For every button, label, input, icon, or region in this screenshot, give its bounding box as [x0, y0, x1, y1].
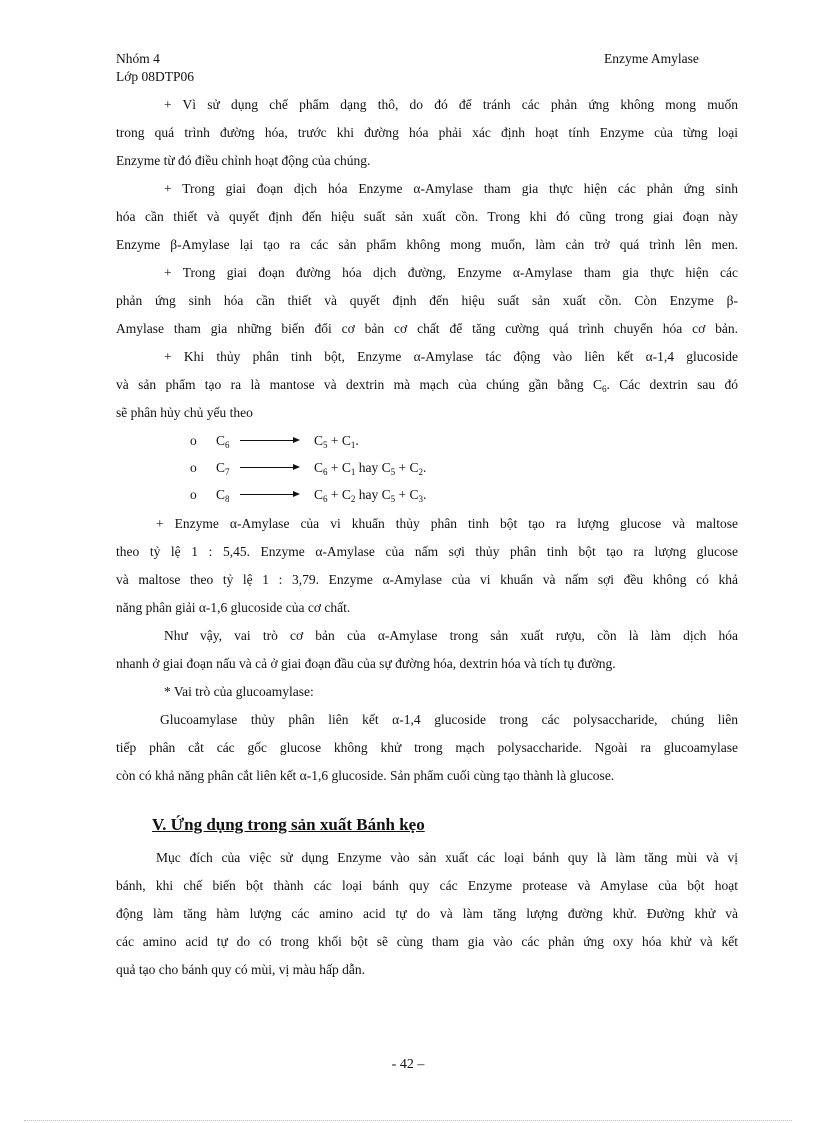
paragraph-line: và maltose theo tỷ lệ 1 : 3,79. Enzyme α-Amylase của vi khuẩn và nấm sợi đều không có khả — [116, 572, 738, 587]
equation-lhs: $C_7$ — [216, 460, 230, 477]
equation-rhs: $C_6 + C_2$ hay $C_5 + C_3$. — [314, 487, 427, 504]
paragraph-line: + Enzyme α-Amylase của vi khuẩn thủy phân tinh bột tạo ra lượng glucose và maltose — [156, 516, 738, 531]
equation-row — [116, 454, 738, 481]
equation-lhs: $C_8$ — [216, 487, 230, 504]
body-text-section-v — [116, 844, 738, 984]
paragraph-line: các amino acid tự do có trong khối bột sẽ cùng tham gia vào các phản ứng oxy hóa khử và kết — [116, 934, 738, 949]
paragraph-line: phản ứng sinh hóa cần thiết và quyết định đến hiệu suất sản xuất cồn. Còn Enzyme β- — [116, 293, 738, 308]
page-number: - 42 – — [391, 1057, 425, 1072]
bullet-icon: o — [190, 433, 197, 448]
arrow-icon — [240, 494, 298, 495]
header-group: Nhóm 4 — [116, 51, 160, 66]
equation-lhs: $C_6$ — [216, 433, 230, 450]
paragraph-line: Glucoamylase thủy phân liên kết α-1,4 glucoside trong các polysaccharide, chúng liên — [160, 712, 738, 727]
paragraph-line: năng phân giải α-1,6 glucoside của cơ chất. — [116, 600, 351, 615]
paragraph-line: + Khi thủy phân tinh bột, Enzyme α-Amylase tác động vào liên kết α-1,4 glucoside — [164, 349, 738, 364]
paragraph-line: * Vai trò của glucoamylase: — [164, 684, 314, 699]
equation-rhs: $C_6 + C_1$ hay $C_5 + C_2$. — [314, 460, 427, 477]
header-subject: Enzyme Amylase — [604, 51, 699, 66]
arrow-icon — [240, 440, 298, 441]
paragraph-line: + Vì sử dụng chế phẩm dạng thô, do đó để tránh các phản ứng không mong muốn — [164, 97, 738, 112]
paragraph-line: theo tỷ lệ 1 : 5,45. Enzyme α-Amylase của nấm sợi thủy phân tinh bột tạo ra lượng glucose — [116, 544, 738, 559]
paragraph-line: Mục đích của việc sử dụng Enzyme vào sản xuất các loại bánh quy là làm tăng mùi và vị — [156, 850, 738, 865]
arrow-icon — [240, 467, 298, 468]
paragraph-line: còn có khả năng phân cắt liên kết α-1,6 glucoside. Sản phẩm cuối cùng tạo thành là glucose. — [116, 768, 615, 783]
equation-row — [116, 481, 738, 508]
paragraph-line: Enzyme từ đó điều chỉnh hoạt động của chúng. — [116, 153, 371, 168]
paragraph-line: nhanh ở giai đoạn nấu và cả ở giai đoạn đầu của sự đường hóa, dextrin hóa và tích tụ đường. — [116, 656, 616, 671]
paragraph-line: sẽ phân hủy chủ yếu theo — [116, 405, 253, 420]
paragraph-line: bánh, khi chế biến bột thành các loại bánh quy các Enzyme protease và Amylase của bột hoạt — [116, 878, 738, 893]
page-bottom-divider — [24, 1120, 792, 1121]
paragraph-line: trong quá trình đường hóa, trước khi đường hóa phải xác định hoạt tính Enzyme của từng loại — [116, 125, 738, 140]
paragraph-line: + Trong giai đoạn đường hóa dịch đường, Enzyme α-Amylase tham gia thực hiện các — [164, 265, 738, 280]
paragraph-line: và sản phẩm tạo ra là mantose và dextrin mà mạch của chúng gần bằng $C_6$. Các dextrin sau đó — [116, 377, 738, 394]
bullet-icon: o — [190, 487, 197, 502]
body-text-upper — [116, 91, 738, 427]
bullet-icon: o — [190, 460, 197, 475]
header-class: Lớp 08DTP06 — [116, 69, 195, 84]
paragraph-line: tiếp phân cắt các gốc glucose không khử trong mạch polysaccharide. Ngoài ra glucoamylase — [116, 740, 738, 755]
equation-row — [116, 427, 738, 454]
paragraph-line: + Trong giai đoạn dịch hóa Enzyme α-Amylase tham gia thực hiện các phản ứng sinh — [164, 181, 738, 196]
equation-list — [116, 427, 738, 508]
body-text-lower — [116, 510, 738, 790]
paragraph-line: hóa cần thiết và quyết định đến hiệu suất sản xuất cồn. Trong khi đó cũng trong giai đoạn này — [116, 209, 738, 224]
paragraph-line: Enzyme β-Amylase lại tạo ra các sản phẩm không mong muốn, làm cản trở quá trình lên men. — [116, 237, 738, 252]
paragraph-line: Amylase tham gia những biến đổi cơ bản cơ chất để tăng cường quá trình chuyển hóa cơ bản. — [116, 321, 738, 336]
paragraph-line: quả tạo cho bánh quy có mùi, vị màu hấp dẫn. — [116, 962, 365, 977]
equation-rhs: $C_5 + C_1$. — [314, 433, 359, 450]
paragraph-line: động làm tăng hàm lượng các amino acid tự do và làm tăng lượng đường khử. Đường khử và — [116, 906, 738, 921]
section-heading: V. Ứng dụng trong sản xuất Bánh kẹo — [152, 815, 425, 834]
paragraph-line: Như vậy, vai trò cơ bản của α-Amylase trong sản xuất rượu, cồn là làm dịch hóa — [164, 628, 738, 643]
